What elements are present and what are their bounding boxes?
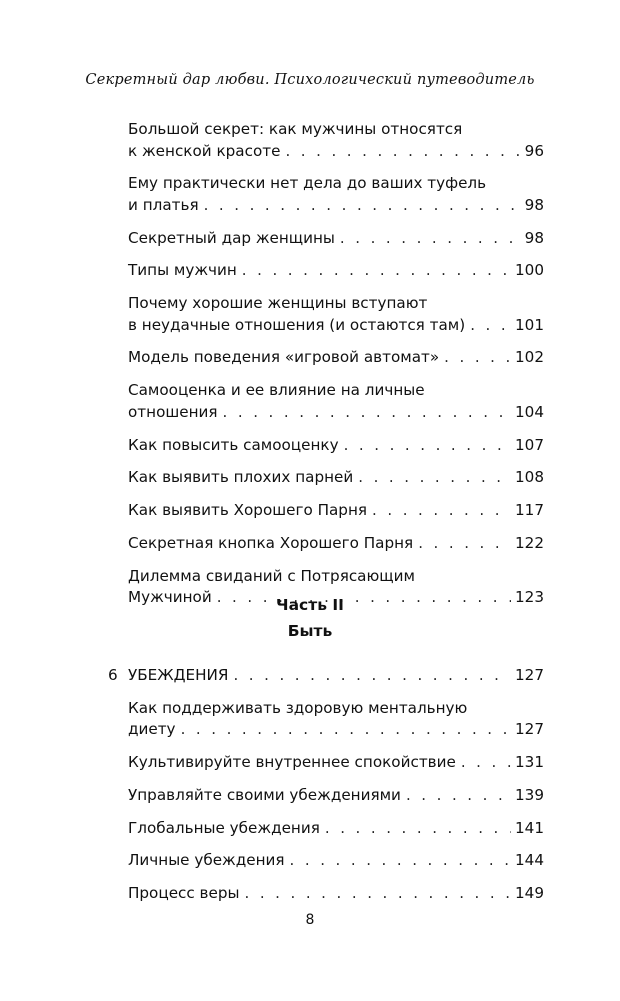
toc-entry-title: Как выявить Хорошего Парня (128, 501, 368, 520)
toc-page-number: 139 (515, 785, 544, 804)
part-label: Часть II (276, 596, 344, 614)
toc-page-number: 117 (515, 501, 544, 520)
toc-entry (108, 435, 544, 457)
toc-page-number: 123 (515, 588, 544, 607)
dot-leader (358, 467, 511, 489)
page-number: 8 (305, 912, 315, 928)
toc-entry-title: Секретный дар женщины (128, 228, 335, 247)
toc-page-number: 101 (515, 315, 544, 334)
toc-list (108, 665, 544, 905)
dot-leader (242, 260, 511, 282)
toc-page-number: 100 (515, 261, 544, 280)
toc-entry-title: и платья (128, 195, 199, 214)
toc-entry-title: Как повысить самооценку (128, 435, 339, 454)
toc-page-number: 144 (515, 851, 544, 870)
toc-entry (108, 752, 544, 774)
toc-entry-title: Личные убеждения (128, 851, 285, 870)
toc-entry-title: Дилемма свиданий с Потрясающим (128, 566, 415, 585)
toc-entry (108, 228, 544, 250)
toc-page-number: 131 (515, 753, 544, 772)
toc-page-number: 141 (515, 818, 544, 837)
toc-page-number: 104 (515, 402, 544, 421)
toc-entry-title: Большой секрет: как мужчины относятся (128, 120, 463, 138)
toc-entry-title: отношения (128, 402, 218, 421)
toc-entry-title: к женской красоте (128, 141, 281, 160)
toc-entry-title: Почему хорошие женщины вступают (128, 294, 428, 313)
dot-leader (204, 195, 521, 217)
toc-entry (108, 173, 544, 216)
toc-entry-title: Модель поведения «игровой автомат» (128, 348, 440, 367)
toc-entry-title: Культивируйте внутреннее спокойствие (128, 753, 456, 772)
toc-entry-title: Секретная кнопка Хорошего Парня (128, 533, 414, 552)
toc-page-number: 108 (515, 468, 544, 487)
toc-page-number: 98 (524, 195, 544, 214)
dot-leader (344, 435, 511, 457)
toc-list (108, 119, 544, 609)
chapter-number: 6 (108, 666, 118, 684)
toc-entry (108, 665, 544, 687)
toc-entry (108, 347, 544, 369)
toc-entry-title: диету (128, 720, 176, 739)
toc-page-number: 122 (515, 533, 544, 552)
toc-entry (108, 119, 544, 162)
dot-leader (406, 785, 511, 807)
toc-entry-title: Ему практически нет дела до ваших туфель (128, 174, 487, 193)
dot-leader (290, 850, 511, 872)
toc-entry (108, 293, 544, 336)
dot-leader (418, 533, 511, 555)
toc-entry-title: УБЕЖДЕНИЯ (128, 666, 229, 684)
dot-leader (325, 818, 511, 840)
dot-leader (245, 883, 512, 905)
dot-leader (285, 141, 520, 163)
toc-entry-title: Самооценка и ее влияние на личные (128, 381, 425, 400)
toc-entry (108, 883, 544, 905)
toc-page-number: 127 (515, 666, 544, 684)
dot-leader (444, 347, 511, 369)
toc-entry-title: Глобальные убеждения (128, 818, 320, 837)
dot-leader (233, 665, 511, 687)
toc-entry-title: Управляйте своими убеждениями (128, 785, 401, 804)
dot-leader (470, 315, 511, 337)
toc-entry (108, 698, 544, 741)
dot-leader (223, 402, 511, 424)
part-title: Быть (287, 622, 333, 640)
toc-entry (108, 818, 544, 840)
toc-entry (108, 467, 544, 489)
toc-entry-title: Как выявить плохих парней (128, 468, 354, 487)
running-header: Секретный дар любви. Психологический путеводитель (85, 72, 535, 88)
toc-page-number: 96 (524, 141, 544, 160)
toc-page-number: 107 (515, 435, 544, 454)
toc-entry (108, 533, 544, 555)
toc-entry (108, 850, 544, 872)
toc-page-number: 102 (515, 348, 544, 367)
toc-entry-title: Процесс веры (128, 884, 240, 903)
toc-entry (108, 785, 544, 807)
dot-leader (372, 500, 511, 522)
toc-entry-title: Мужчиной (128, 588, 212, 607)
dot-leader (340, 228, 521, 250)
toc-page-number: 127 (515, 720, 544, 739)
toc-entry (108, 260, 544, 282)
toc-entry-title: Типы мужчин (128, 261, 237, 280)
toc-entry (108, 380, 544, 423)
toc-entry-title: Как поддерживать здоровую ментальную (128, 698, 468, 717)
toc-page-number: 98 (524, 228, 544, 247)
dot-leader (461, 752, 511, 774)
dot-leader (181, 719, 511, 741)
toc-page-number: 149 (515, 884, 544, 903)
toc-entry-title: в неудачные отношения (и остаются там) (128, 315, 466, 334)
toc-entry (108, 500, 544, 522)
